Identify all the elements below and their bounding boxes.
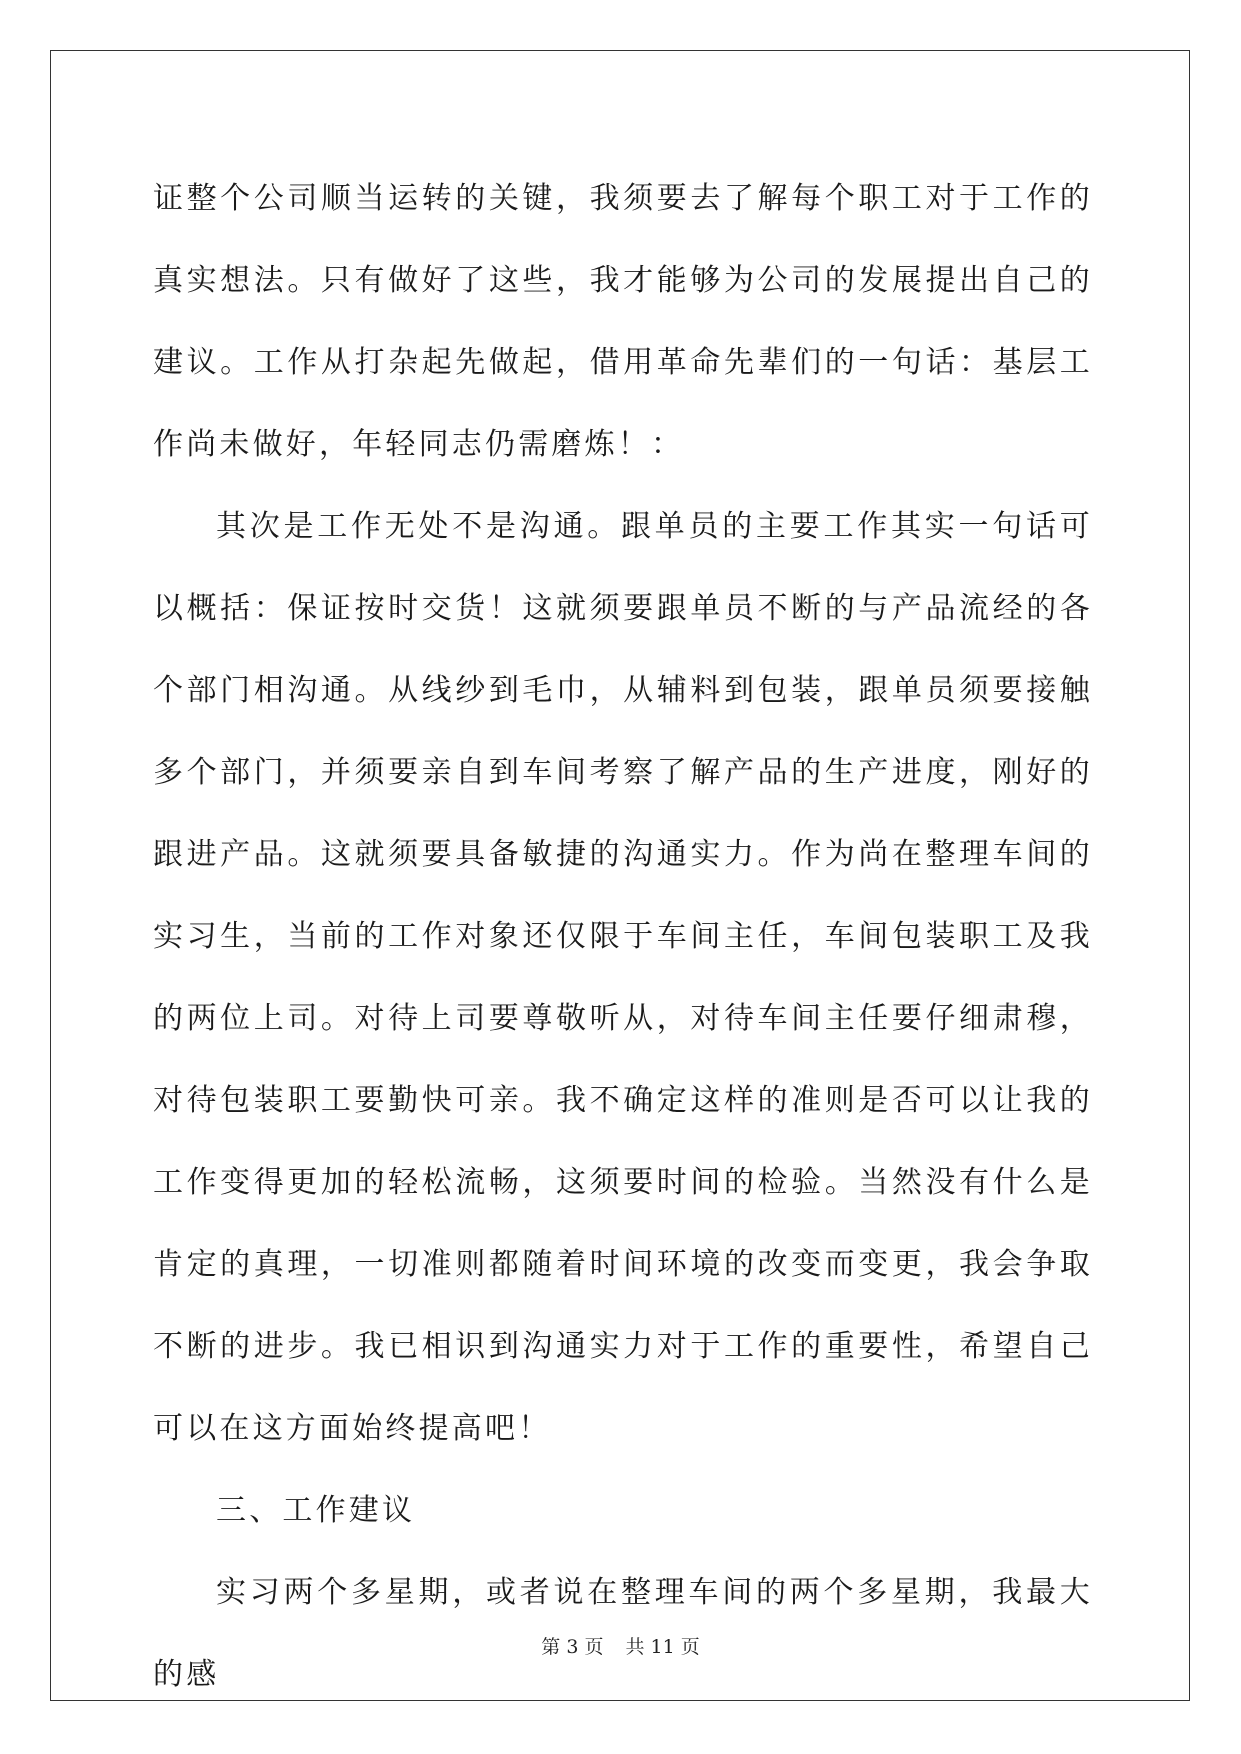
page-footer <box>0 1632 1241 1659</box>
paragraph-2: 其次是工作无处不是沟通。跟单员的主要工作其实一句话可以概括：保证按时交货！这就须要跟单员不断的与产品流经的各个部门相沟通。从线纱到毛巾，从辅料到包装，跟单员须要接触多个部门，并须要亲自到车间考察了解产品的生产进度，刚好的跟进产品。这就须要具备敏捷的沟通实力。作为尚在整理车间的实习生，当前的工作对象还仅限于车间主任，车间包装职工及我的两位上司。对待上司要尊敬听从，对待车间主任要仔细肃穆，对待包装职工要勤快可亲。我不确定这样的准则是否可以让我的工作变得更加的轻松流畅，这须要时间的检验。当然没有什么是肯定的真理，一切准则都随着时间环境的改变而变更，我会争取不断的进步。我已相识到沟通实力对于工作的重要性，希望自己可以在这方面始终提高吧！ <box>153 509 1093 1446</box>
page-number: 第 3 页 <box>541 1636 604 1658</box>
page-total: 共 11 页 <box>625 1636 700 1658</box>
section-heading: 三、工作建议 <box>216 1493 416 1528</box>
paragraph-3: 实习两个多星期，或者说在整理车间的两个多星期，我最大的感 <box>153 1575 1093 1692</box>
paragraph-1: 证整个公司顺当运转的关键，我须要去了解每个职工对于工作的真实想法。只有做好了这些，我才能够为公司的发展提出自己的建议。工作从打杂起先做起，借用革命先辈们的一句话：基层工作尚未做好，年轻同志仍需磨炼！： <box>153 181 1093 462</box>
document-body <box>153 158 1093 1716</box>
